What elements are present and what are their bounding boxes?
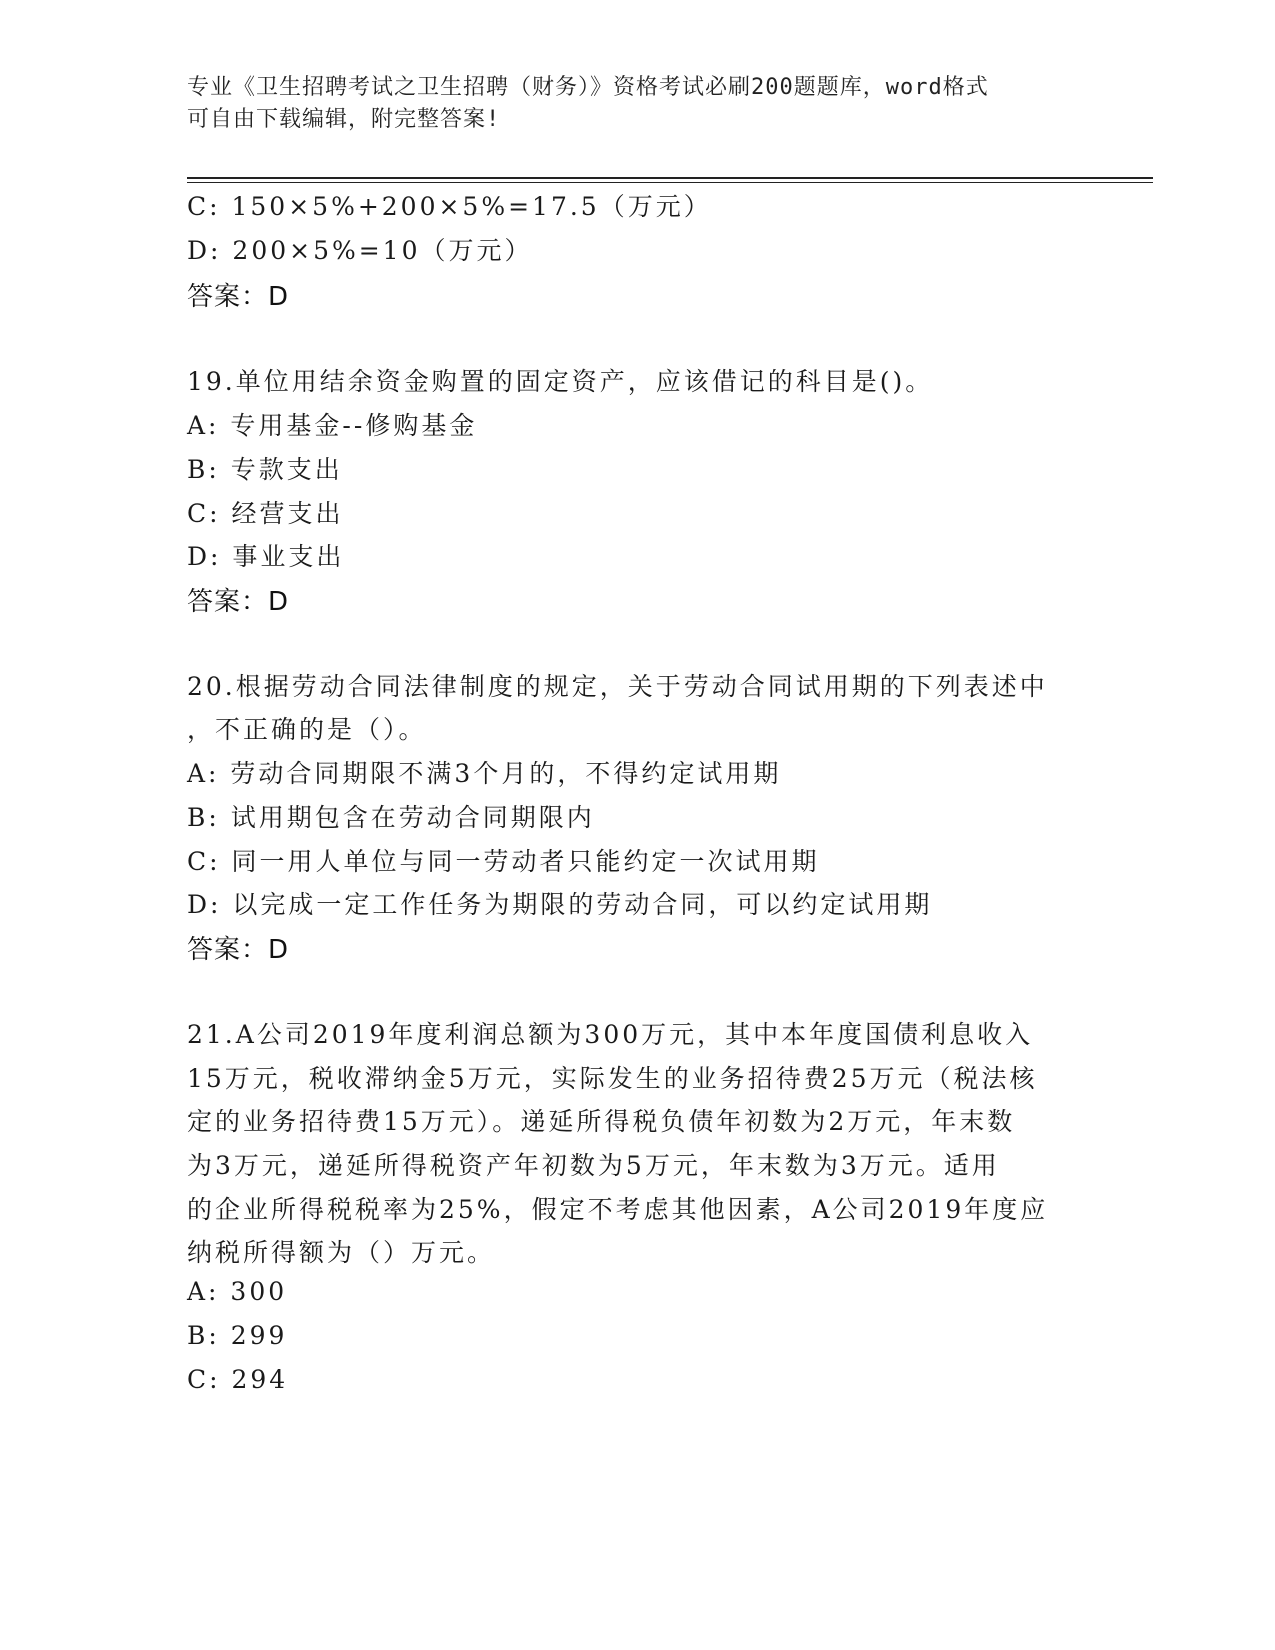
q21-stem-line-5: 的企业所得税税率为25%，假定不考虑其他因素，A公司2019年度应: [187, 1195, 1049, 1224]
q20-stem-line-1: 20.根据劳动合同法律制度的规定，关于劳动合同试用期的下列表述中: [187, 672, 1048, 701]
q20-option-c: C: 同一用人单位与同一劳动者只能约定一次试用期: [187, 847, 820, 876]
q19-option-d: D: 事业支出: [187, 542, 345, 571]
q21-option-b: B: 299: [187, 1321, 288, 1350]
q21-stem-line-6: 纳税所得额为（）万元。: [187, 1238, 496, 1267]
q19-answer: 答案：D: [187, 587, 290, 617]
q19-option-b: B: 专款支出: [187, 455, 343, 484]
q21-option-c: C: 294: [187, 1365, 289, 1394]
prev-option-c: C: 150×5%+200×5%=17.5（万元）: [187, 192, 712, 221]
q21-stem-line-2: 15万元，税收滞纳金5万元，实际发生的业务招待费25万元（税法核: [187, 1064, 1038, 1093]
prev-option-d: D: 200×5%=10（万元）: [187, 236, 533, 265]
q19-option-c: C: 经营支出: [187, 499, 344, 528]
q19-stem: 19.单位用结余资金购置的固定资产，应该借记的科目是()。: [187, 367, 934, 396]
q20-option-a: A: 劳动合同期限不满3个月的，不得约定试用期: [187, 759, 782, 788]
q21-stem-line-1: 21.A公司2019年度利润总额为300万元，其中本年度国债利息收入: [187, 1020, 1034, 1049]
q21-stem-line-3: 定的业务招待费15万元）。递延所得税负债年初数为2万元，年末数: [187, 1107, 1016, 1136]
q20-stem-line-2: ，不正确的是（）。: [187, 715, 427, 744]
header-line-2: 可自由下载编辑，附完整答案!: [187, 107, 501, 132]
q20-option-d: D: 以完成一定工作任务为期限的劳动合同，可以约定试用期: [187, 890, 933, 919]
document-header: [187, 72, 1067, 136]
header-divider-thin: [187, 182, 1153, 183]
q21-option-a: A: 300: [187, 1277, 288, 1306]
q20-option-b: B: 试用期包含在劳动合同期限内: [187, 803, 595, 832]
q19-option-a: A: 专用基金--修购基金: [187, 411, 478, 440]
header-line-1: 专业《卫生招聘考试之卫生招聘（财务）》资格考试必刷200题题库，word格式: [187, 75, 989, 100]
header-divider-thick: [187, 177, 1153, 179]
q20-answer: 答案：D: [187, 935, 290, 965]
q21-stem-line-4: 为3万元，递延所得税资产年初数为5万元，年末数为3万元。适用: [187, 1151, 1000, 1180]
prev-answer: 答案：D: [187, 282, 290, 312]
